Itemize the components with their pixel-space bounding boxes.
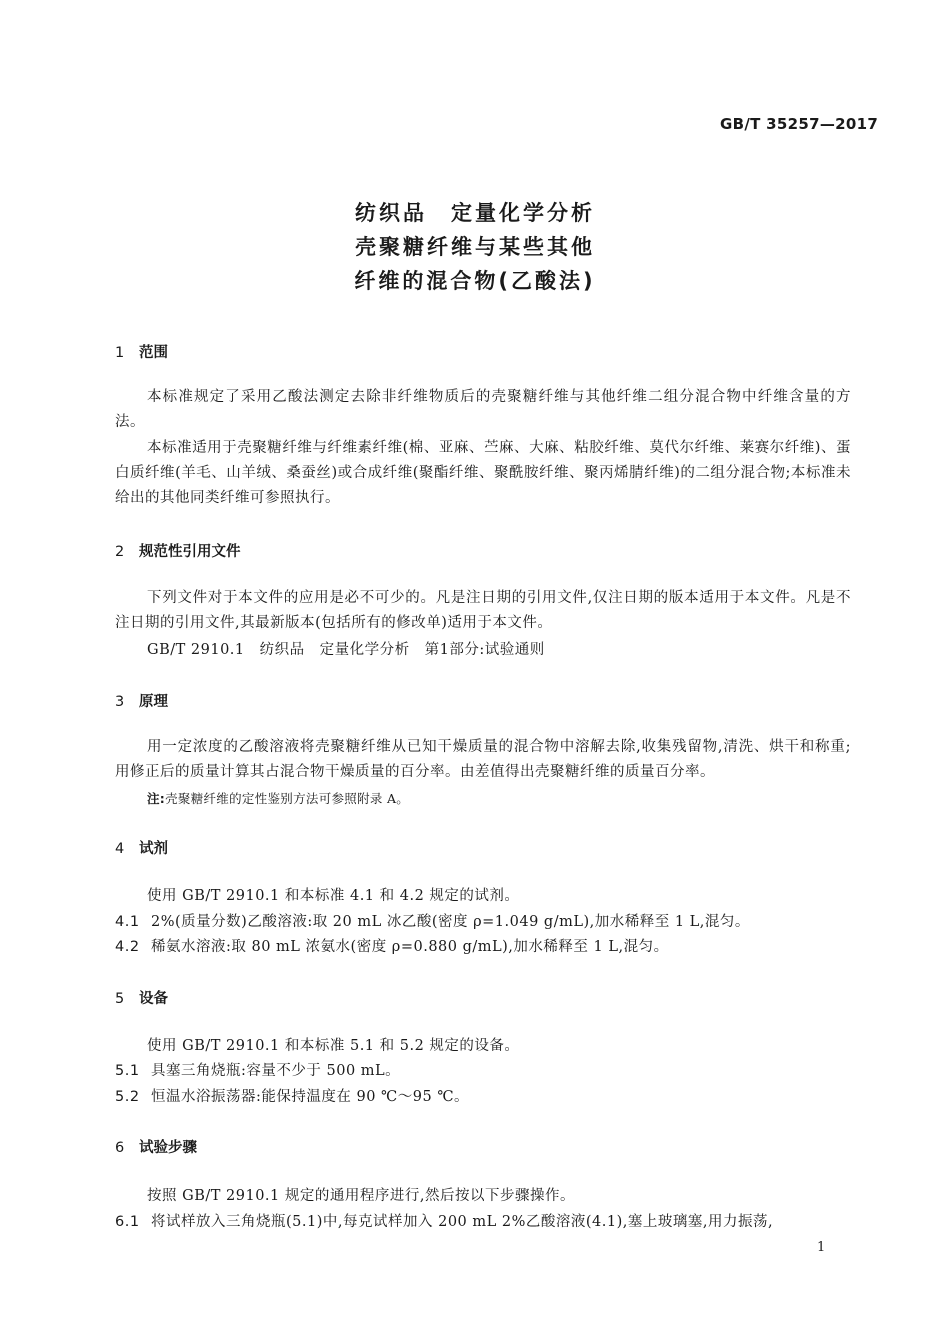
- clause-number: 4.2: [115, 939, 140, 955]
- section-number: 6: [115, 1140, 125, 1156]
- clause-number: 5.1: [115, 1063, 140, 1079]
- section-1-paragraph-1: 本标准规定了采用乙酸法测定去除非纤维物质后的壳聚糖纤维与其他纤维二组分混合物中纤维含量的方法。: [115, 389, 851, 430]
- clause-text: 恒温水浴振荡器:能保持温度在 90 ℃～95 ℃。: [151, 1089, 470, 1105]
- clause-4-1: [115, 910, 750, 931]
- section-number: 4: [115, 841, 125, 857]
- section-2-heading: [115, 540, 241, 561]
- clause-text: 稀氨水溶液:取 80 mL 浓氨水(密度 ρ=0.880 g/mL),加水稀释至 1 L,混匀。: [151, 939, 669, 955]
- note-label: 注:: [147, 791, 166, 806]
- section-1-heading: [115, 341, 168, 362]
- note-text: 壳聚糖纤维的定性鉴别方法可参照附录 A。: [165, 791, 410, 806]
- standard-number: GB/T 35257—2017: [720, 115, 879, 133]
- section-title: 范围: [139, 345, 168, 361]
- section-3-paragraph-1: 用一定浓度的乙酸溶液将壳聚糖纤维从已知干燥质量的混合物中溶解去除,收集残留物,清洗、烘干和称重;用修正后的质量计算其占混合物干燥质量的百分率。由差值得出壳聚糖纤维的质量百分率。: [115, 739, 851, 780]
- clause-text: 将试样放入三角烧瓶(5.1)中,每克试样加入 200 mL 2%乙酸溶液(4.1),塞上玻璃塞,用力振荡,: [151, 1214, 774, 1230]
- section-number: 3: [115, 694, 125, 710]
- document-title-line-2: 壳聚糖纤维与某些其他: [355, 235, 595, 259]
- section-number: 1: [115, 345, 125, 361]
- section-5-intro: 使用 GB/T 2910.1 和本标准 5.1 和 5.2 规定的设备。: [147, 1038, 520, 1054]
- clause-text: 具塞三角烧瓶:容量不少于 500 mL。: [151, 1063, 401, 1079]
- section-number: 5: [115, 991, 125, 1007]
- section-1-paragraph-2: 本标准适用于壳聚糖纤维与纤维素纤维(棉、亚麻、苎麻、大麻、粘胶纤维、莫代尔纤维、莱赛尔纤维)、蛋白质纤维(羊毛、山羊绒、桑蚕丝)或合成纤维(聚酯纤维、聚酰胺纤维、聚丙烯腈纤维)的二组分混合物;本标准未给出的其他同类纤维可参照执行。: [115, 440, 851, 506]
- normative-reference: GB/T 2910.1 纺织品 定量化学分析 第1部分:试验通则: [147, 642, 545, 658]
- clause-number: 4.1: [115, 914, 140, 930]
- clause-6-1: [115, 1210, 773, 1231]
- section-number: 2: [115, 544, 125, 560]
- page-number: 1: [817, 1240, 826, 1255]
- section-6-heading: [115, 1136, 197, 1157]
- section-5-heading: [115, 987, 168, 1008]
- clause-text: 2%(质量分数)乙酸溶液:取 20 mL 冰乙酸(密度 ρ=1.049 g/mL),加水稀释至 1 L,混匀。: [151, 914, 750, 930]
- section-title: 试验步骤: [139, 1140, 197, 1156]
- clause-number: 5.2: [115, 1089, 140, 1105]
- section-3-heading: [115, 690, 168, 711]
- section-6-intro: 按照 GB/T 2910.1 规定的通用程序进行,然后按以下步骤操作。: [147, 1188, 575, 1204]
- section-4-intro: 使用 GB/T 2910.1 和本标准 4.1 和 4.2 规定的试剂。: [147, 888, 520, 904]
- section-2-paragraph-1: 下列文件对于本文件的应用是必不可少的。凡是注日期的引用文件,仅注日期的版本适用于本文件。凡是不注日期的引用文件,其最新版本(包括所有的修改单)适用于本文件。: [115, 590, 851, 631]
- section-title: 原理: [139, 694, 168, 710]
- clause-5-2: [115, 1085, 469, 1106]
- clause-4-2: [115, 935, 669, 956]
- section-4-heading: [115, 837, 168, 858]
- section-title: 规范性引用文件: [139, 544, 241, 560]
- section-title: 试剂: [139, 841, 168, 857]
- clause-number: 6.1: [115, 1214, 140, 1230]
- clause-5-1: [115, 1059, 400, 1080]
- section-title: 设备: [139, 991, 168, 1007]
- document-title-line-1: 纺织品 定量化学分析: [355, 201, 595, 225]
- section-3-note: [147, 789, 409, 807]
- document-title-line-3: 纤维的混合物(乙酸法): [354, 269, 596, 293]
